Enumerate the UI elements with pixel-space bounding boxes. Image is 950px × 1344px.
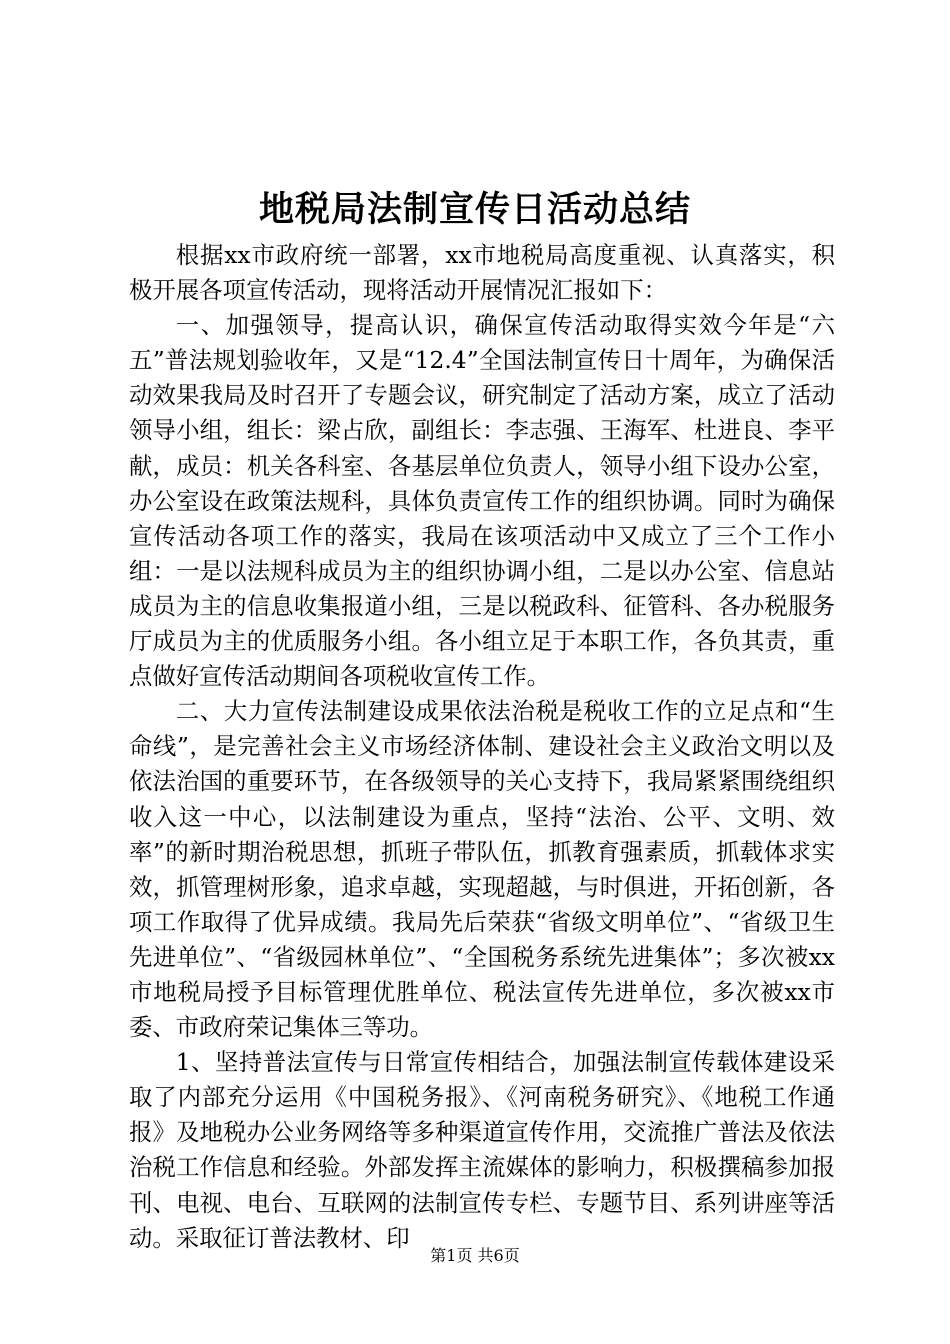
paragraph-section-two: 二、大力宣传法制建设成果依法治税是税收工作的立足点和“生命线”，是完善社会主义市场经济体制、建设社会主义政治文明以及依法治国的重要环节，在各级领导的关心支持下，我局紧紧围绕组织收入这一中心，以法制建设为重点，坚持“法治、公平、文明、效率”的新时期治税思想，抓班子带队伍，抓教育强素质，抓载体求实效，抓管理树形象，追求卓越，实现超越，与时俱进，开拓创新，各项工作取得了优异成绩。我局先后荣获“省级文明单位”、“省级卫生先进单位”、“省级园林单位”、“全国税务系统先进集体”；多次被xx市地税局授予目标管理优胜单位、税法宣传先进单位，多次被xx市委、市政府荣记集体三等功。 (129, 697, 835, 1042)
page-number-footer: 第1页 共6页 (430, 1246, 520, 1265)
document-body (129, 238, 835, 1256)
paragraph-intro: 根据xx市政府统一部署，xx市地税局高度重视、认真落实，积极开展各项宣传活动，现将活动开展情况汇报如下： (129, 241, 835, 305)
document-title: 地税局法制宣传日活动总结 (258, 189, 691, 230)
paragraph-item-one: 1、坚持普法宣传与日常宣传相结合，加强法制宣传载体建设采取了内部充分运用《中国税务报》、《河南税务研究》、《地税工作通报》及地税办公业务网络等多种渠道宣传作用，交流推广普法及依法治税工作信息和经验。外部发挥主流媒体的影响力，积极撰稿参加报刊、电视、电台、互联网的法制宣传专栏、专题节目、系列讲座等活动。采取征订普法教材、印 (129, 1048, 835, 1252)
paragraph-section-one: 一、加强领导，提高认识，确保宣传活动取得实效今年是“六五”普法规划验收年，又是“12.4”全国法制宣传日十周年，为确保活动效果我局及时召开了专题会议，研究制定了活动方案，成立了活动领导小组，组长：梁占欣，副组长：李志强、王海军、杜进良、李平献，成员：机关各科室、各基层单位负责人，领导小组下设办公室，办公室设在政策法规科，具体负责宣传工作的组织协调。同时为确保宣传活动各项工作的落实，我局在该项活动中又成立了三个工作小组：一是以法规科成员为主的组织协调小组，二是以办公室、信息站成员为主的信息收集报道小组，三是以税政科、征管科、各办税服务厅成员为主的优质服务小组。各小组立足于本职工作，各负其责，重点做好宣传活动期间各项税收宣传工作。 (129, 311, 835, 691)
